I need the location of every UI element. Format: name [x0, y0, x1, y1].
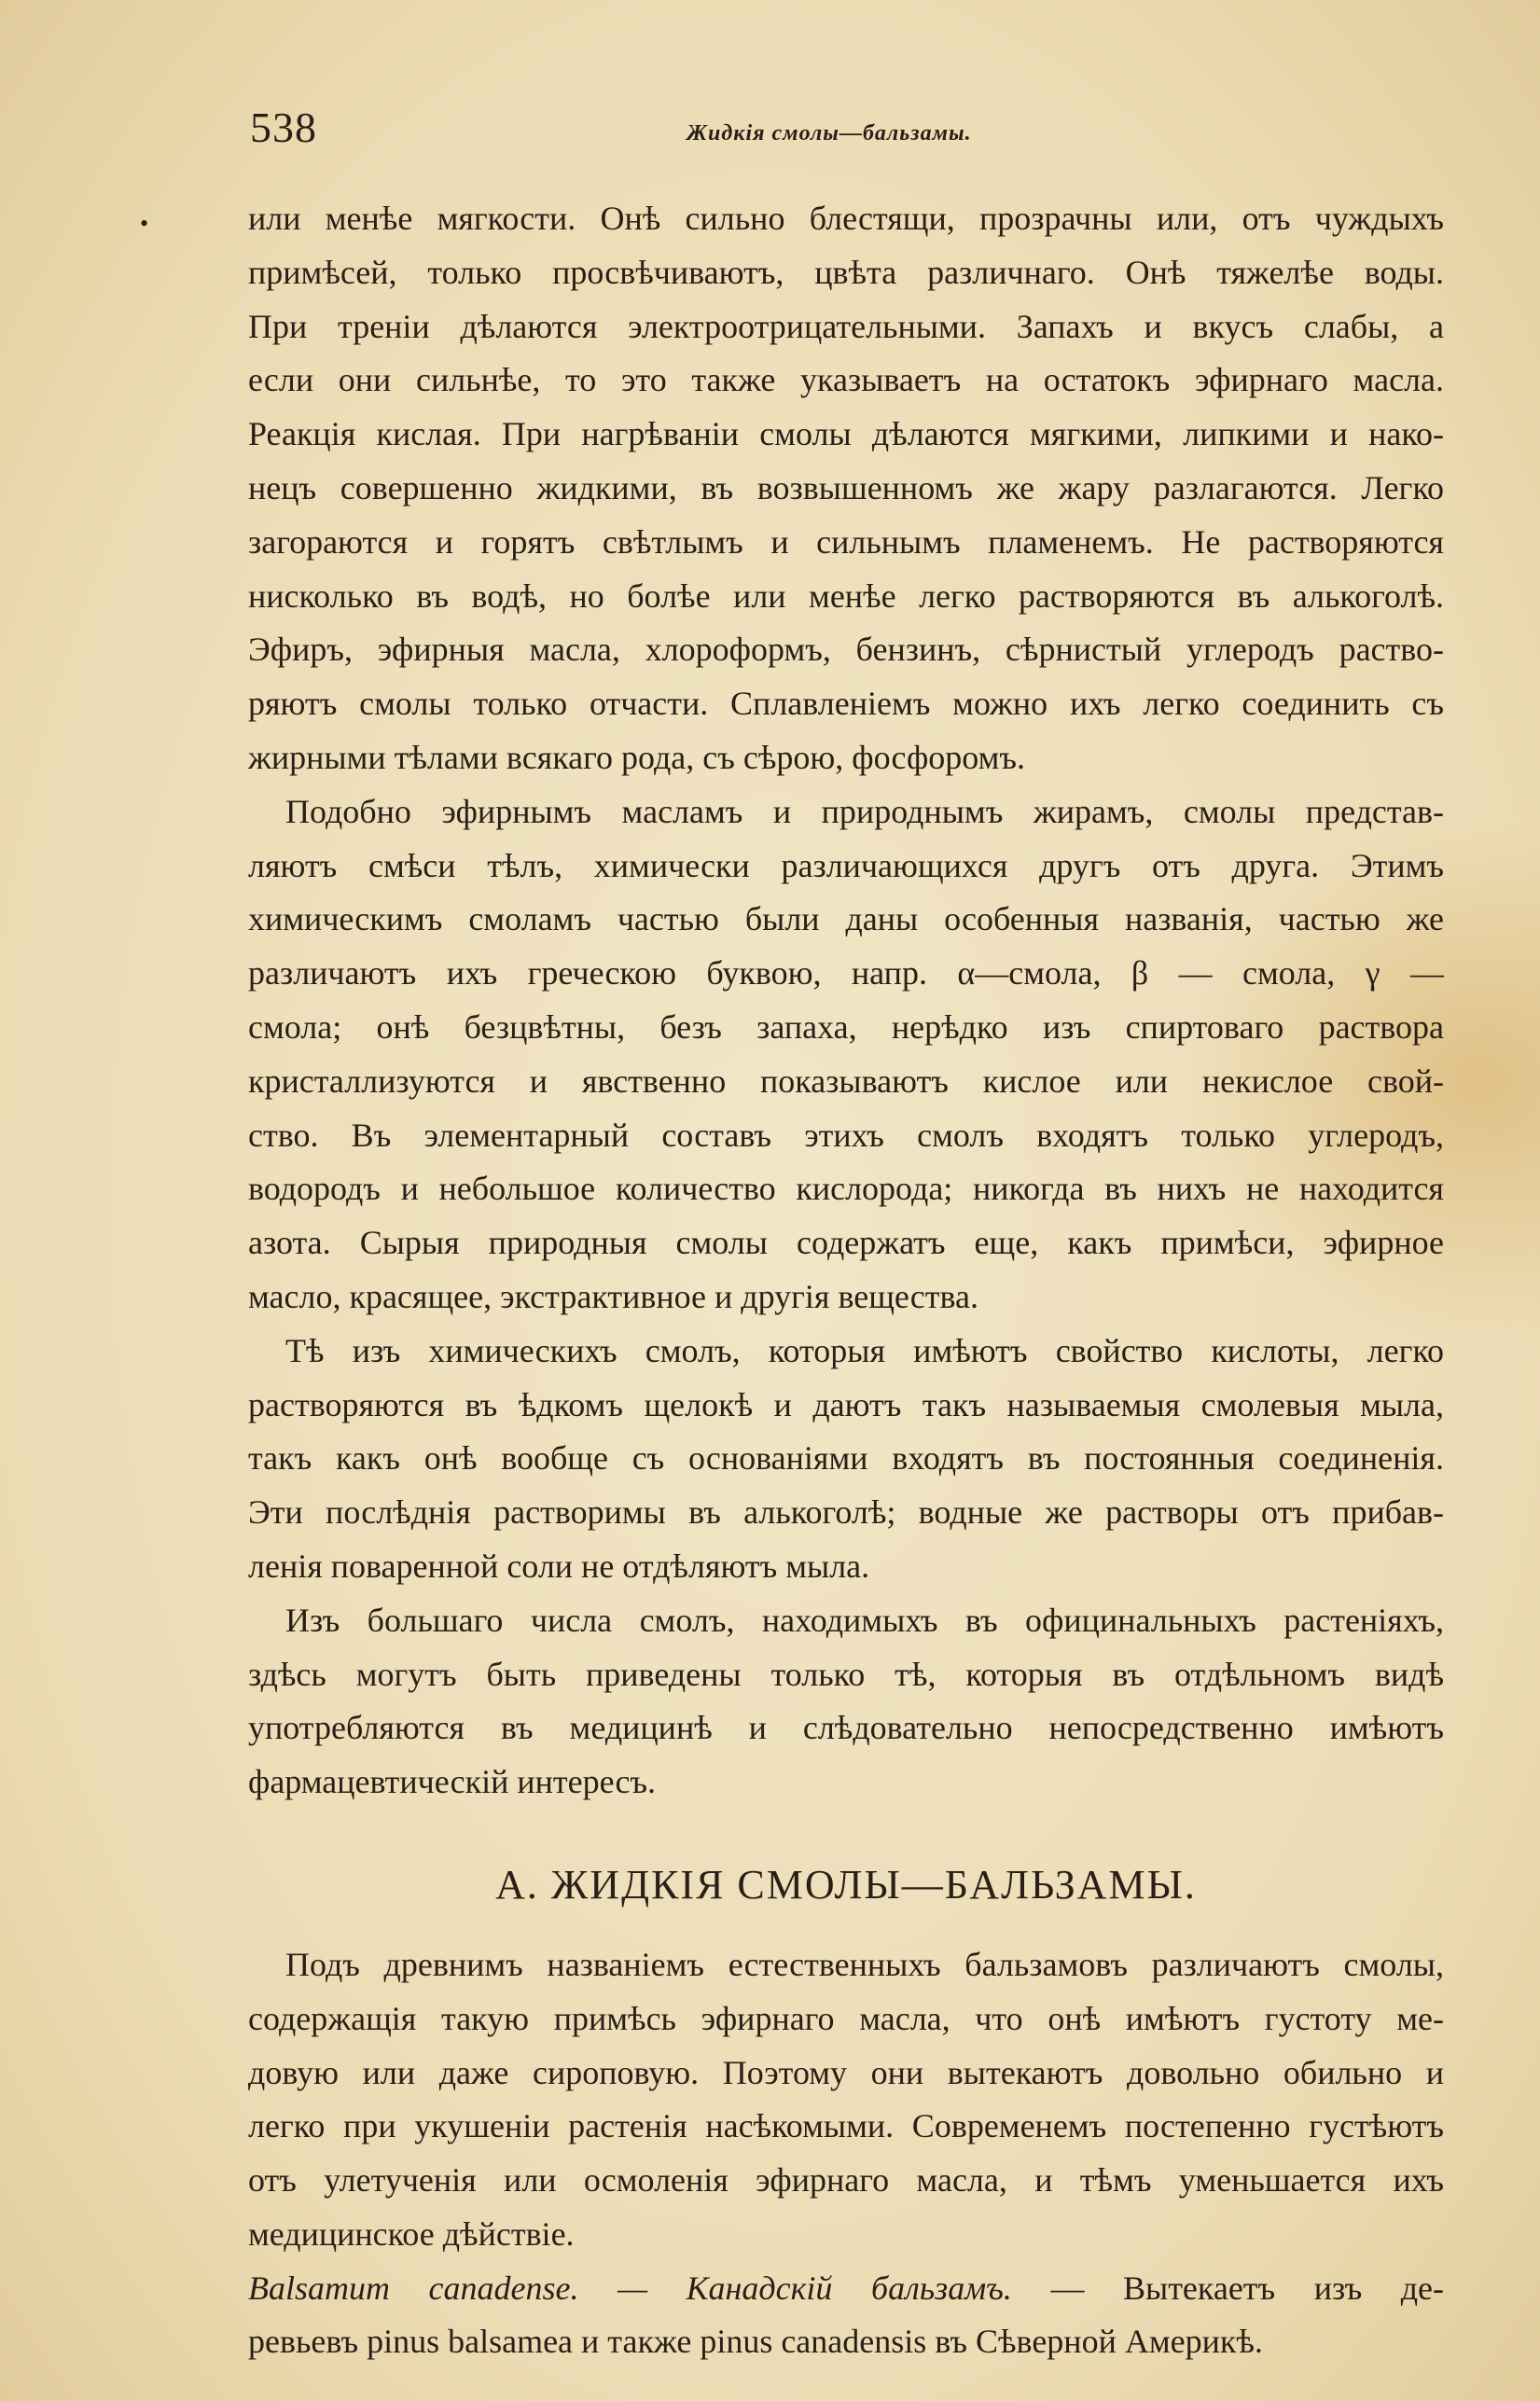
text-line: фармацевтическій интересъ. [248, 1763, 657, 1801]
text-line: ляютъ смѣси тѣлъ, химически различающихся другъ отъ друга. Этимъ [248, 846, 1444, 884]
text-line: примѣсей, только просвѣчиваютъ, цвѣта различнаго. Онѣ тяжелѣе воды. [248, 253, 1444, 291]
paragraph-3 [248, 1325, 1444, 1594]
text-line: Эфиръ, эфирныя масла, хлороформъ, бензинъ, сѣрнистый углеродъ раство- [248, 631, 1444, 669]
text-line: ство. Въ элементарный составъ этихъ смолъ входятъ только углеродъ, [248, 1116, 1444, 1154]
text-line: довую или даже сироповую. Поэтому они вытекаютъ довольно обильно и [248, 2053, 1444, 2091]
text-line: смола; онѣ безцвѣтны, безъ запаха, нерѣдко изъ спиртоваго раствора [248, 1007, 1444, 1046]
text-line: медицинское дѣйствіе. [248, 2214, 575, 2253]
text-line: различаютъ ихъ греческою буквою, напр. α—смола, β — смола, γ — [248, 954, 1444, 992]
text-line: Изъ большаго числа смолъ, находимыхъ въ официнальныхъ растеніяхъ, [285, 1601, 1444, 1639]
body-text [248, 192, 1444, 2369]
text-line: химическимъ смоламъ частью были даны особенныя названія, частью же [248, 900, 1444, 938]
margin-dot: • [140, 210, 149, 237]
text-line: отъ улетученія или осмоленія эфирнаго масла, и тѣмъ уменьшается ихъ [248, 2161, 1444, 2200]
text-line: кристаллизуются и явственно показываютъ кислое или некислое свой- [248, 1062, 1444, 1100]
text-line: ленія поваренной соли не отдѣляютъ мыла. [248, 1547, 870, 1585]
latin-name: Balsamum canadense. [248, 2269, 579, 2307]
paragraph-1 [248, 192, 1444, 785]
text-line: водородъ и небольшое количество кислорода; никогда въ нихъ не находится [248, 1170, 1444, 1208]
text-line: содержащія такую примѣсь эфирнаго масла, что онѣ имѣютъ густоту ме- [248, 1999, 1444, 2037]
text-line: азота. Сырыя природныя смолы содержатъ еще, какъ примѣси, эфирное [248, 1224, 1444, 1262]
page-header [250, 103, 1444, 159]
paragraph-4 [248, 1594, 1444, 1810]
text-line: ревьевъ pinus balsamea и также pinus canadensis въ Сѣверной Америкѣ. [248, 2323, 1263, 2361]
text-line: нисколько въ водѣ, но болѣе или менѣе легко растворяются въ алькоголѣ. [248, 576, 1444, 615]
section-title: А. ЖИДКІЯ СМОЛЫ—БАЛЬЗАМЫ. [495, 1861, 1197, 1908]
entry-text: — Вытекаетъ изъ де- [1050, 2269, 1445, 2307]
text-line: При треніи дѣлаются электроотрицательными. Запахъ и вкусъ слабы, а [248, 307, 1444, 345]
text-line: Подъ древнимъ названіемъ естественныхъ бальзамовъ различаютъ смолы, [285, 1945, 1444, 1983]
text-line: легко при укушеніи растенія насѣкомыми. Современемъ постепенно густѣютъ [248, 2107, 1444, 2145]
balsam-entry [248, 2262, 1444, 2370]
section-paragraph [248, 1938, 1444, 2262]
text-line: загораются и горятъ свѣтлымъ и сильнымъ пламенемъ. Не растворяются [248, 522, 1444, 561]
text-line: Эти послѣднія растворимы въ алькоголѣ; водные же растворы отъ прибав- [248, 1493, 1444, 1532]
text-line: здѣсь могутъ быть приведены только тѣ, которыя въ отдѣльномъ видѣ [248, 1655, 1444, 1693]
paragraph-2 [248, 785, 1444, 1325]
entry-first-line [248, 2262, 1444, 2316]
text-line: Подобно эфирнымъ масламъ и природнымъ жирамъ, смолы представ- [285, 792, 1444, 830]
text-line: жирными тѣлами всякаго рода, съ сѣрою, фосфоромъ. [248, 738, 1025, 776]
text-line: употребляются въ медицинѣ и слѣдовательно непосредственно имѣютъ [248, 1709, 1444, 1747]
text-line: Реакція кислая. При нагрѣваніи смолы дѣлаются мягкими, липкими и нако- [248, 415, 1444, 453]
text-line: растворяются въ ѣдкомъ щелокѣ и даютъ такъ называемыя смолевыя мыла, [248, 1385, 1444, 1423]
text-line: Тѣ изъ химическихъ смолъ, которыя имѣютъ свойство кислоты, легко [285, 1331, 1444, 1369]
text-line: нецъ совершенно жидкими, въ возвышенномъ же жару разлагаются. Легко [248, 468, 1444, 507]
running-head: Жидкія смолы—бальзамы. [687, 121, 972, 146]
text-line: если они сильнѣе, то это также указываетъ на остатокъ эфирнаго масла. [248, 361, 1444, 399]
text-line: ряютъ смолы только отчасти. Сплавленіемъ можно ихъ легко соединить съ [248, 685, 1444, 723]
text-line: или менѣе мягкости. Онѣ сильно блестящи, прозрачны или, отъ чуждыхъ [248, 200, 1444, 237]
page-number: 538 [250, 104, 317, 151]
russian-name: — Канадскій бальзамъ. [617, 2269, 1012, 2307]
text-line: масло, красящее, экстрактивное и другія вещества. [248, 1277, 979, 1315]
text-line: такъ какъ онѣ вообще съ основаніями входятъ въ постоянныя соединенія. [248, 1439, 1444, 1478]
